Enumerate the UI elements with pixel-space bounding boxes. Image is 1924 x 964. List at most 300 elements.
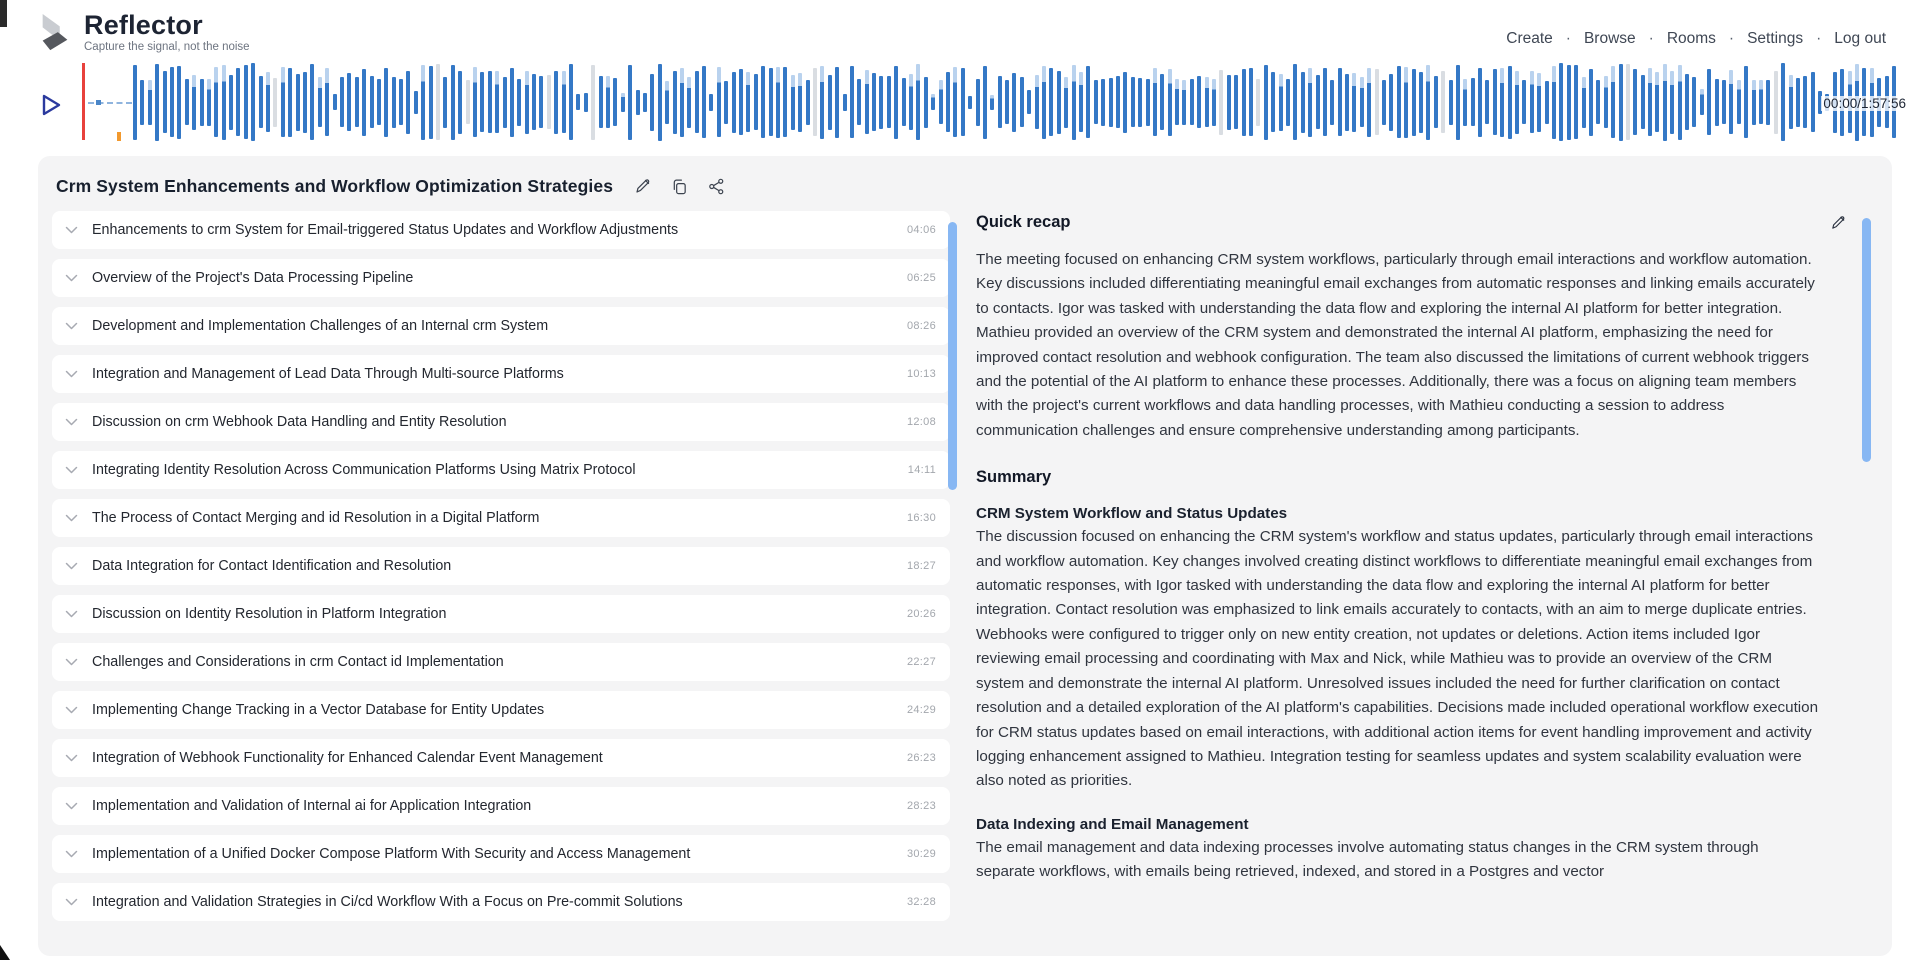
topic-row[interactable] bbox=[52, 355, 950, 393]
waveform-bar bbox=[739, 69, 743, 135]
topic-row[interactable] bbox=[52, 691, 950, 729]
waveform-bar bbox=[887, 76, 891, 128]
waveform-bar bbox=[185, 79, 189, 125]
waveform-bar bbox=[916, 64, 920, 140]
waveform-bar bbox=[584, 93, 588, 112]
waveform-bar bbox=[1382, 80, 1386, 125]
waveform-bar bbox=[244, 65, 248, 139]
waveform-bar bbox=[798, 73, 802, 132]
summary-panel bbox=[976, 211, 1878, 931]
waveform-bar bbox=[466, 80, 470, 124]
topic-timestamp: 04:06 bbox=[906, 224, 936, 236]
waveform-bar bbox=[384, 68, 388, 137]
waveform-bar bbox=[421, 65, 425, 140]
waveform-bar bbox=[806, 80, 810, 125]
waveform-bar bbox=[1138, 78, 1142, 127]
waveform-bar bbox=[1027, 90, 1031, 114]
waveform-bar bbox=[214, 67, 218, 137]
topic-row[interactable] bbox=[52, 259, 950, 297]
waveform-bar bbox=[769, 68, 773, 136]
waveform-bar bbox=[539, 76, 543, 128]
waveform-bar bbox=[310, 64, 314, 140]
chevron-down-icon bbox=[65, 802, 78, 811]
waveform-bar bbox=[347, 73, 351, 131]
waveform-bar bbox=[1308, 68, 1312, 137]
share-button[interactable] bbox=[708, 178, 726, 196]
waveform-bar bbox=[1508, 66, 1512, 139]
waveform-bar bbox=[606, 76, 610, 128]
topic-title: Discussion on Identity Resolution in Platform Integration bbox=[92, 606, 447, 622]
waveform-bar bbox=[318, 77, 322, 127]
topic-title: Implementation and Validation of Internal ai for Application Integration bbox=[92, 798, 532, 814]
waveform-bar bbox=[503, 77, 507, 128]
waveform-bar bbox=[976, 79, 980, 126]
waveform-bar bbox=[1537, 73, 1541, 132]
waveform-bar bbox=[1160, 74, 1164, 130]
waveform-bar bbox=[414, 91, 418, 114]
screen-artifact-top bbox=[0, 0, 7, 27]
waveform-bar bbox=[148, 80, 152, 125]
waveform-bar bbox=[1759, 80, 1763, 124]
waveform-bar bbox=[576, 94, 580, 110]
topic-timestamp: 24:29 bbox=[906, 704, 936, 716]
waveform-bar bbox=[1700, 89, 1704, 115]
content-columns bbox=[52, 211, 1878, 931]
topic-row[interactable] bbox=[52, 499, 950, 537]
waveform-bar bbox=[983, 66, 987, 139]
chevron-down-icon bbox=[65, 562, 78, 571]
waveform-bar bbox=[155, 64, 159, 141]
waveform-bar bbox=[599, 76, 603, 128]
waveform-bar bbox=[1729, 70, 1733, 134]
waveform-bar bbox=[990, 95, 994, 110]
waveform-bar bbox=[924, 77, 928, 128]
waveform-bar bbox=[569, 64, 573, 140]
waveform-bar bbox=[1456, 65, 1460, 140]
waveform-bar bbox=[207, 79, 211, 126]
waveform-bar bbox=[783, 67, 787, 137]
waveform-bar bbox=[517, 79, 521, 126]
waveform-bar bbox=[333, 94, 337, 110]
waveform-bar bbox=[1493, 69, 1497, 135]
waveform-bar bbox=[909, 74, 913, 130]
waveform-bar bbox=[695, 71, 699, 133]
waveform-bar bbox=[621, 93, 625, 112]
waveform-bar bbox=[1582, 77, 1586, 128]
waveform-bar bbox=[1397, 66, 1401, 138]
waveform-bar bbox=[998, 76, 1002, 128]
waveform-bar bbox=[133, 65, 137, 140]
edit-summary-button[interactable] bbox=[1830, 215, 1846, 234]
waveform-bar bbox=[813, 68, 817, 136]
waveform-bar bbox=[1316, 75, 1320, 129]
waveform-bar bbox=[1803, 76, 1807, 128]
waveform-bar bbox=[1589, 69, 1593, 136]
waveform-bar bbox=[488, 71, 492, 133]
waveform-bar bbox=[1500, 68, 1504, 137]
waveform-bar bbox=[865, 70, 869, 134]
summary-heading: Summary bbox=[976, 468, 1052, 487]
waveform-bar bbox=[650, 74, 654, 131]
topic-list bbox=[52, 211, 950, 931]
topic-row[interactable] bbox=[52, 643, 950, 681]
waveform-bar bbox=[399, 79, 403, 125]
waveform-bar bbox=[1072, 65, 1076, 140]
brand[interactable] bbox=[36, 10, 250, 56]
nav-separator: · bbox=[1728, 30, 1735, 47]
summary-section-heading: Data Indexing and Email Management bbox=[976, 815, 1249, 833]
waveform-bar bbox=[1330, 80, 1334, 125]
summary-scrollbar[interactable] bbox=[1862, 218, 1871, 462]
topic-row[interactable] bbox=[52, 547, 950, 585]
waveform-bars bbox=[133, 62, 1907, 142]
waveform-bar bbox=[1449, 80, 1453, 125]
edit-title-button[interactable] bbox=[634, 178, 652, 196]
copy-icon bbox=[671, 178, 688, 195]
waveform-bar bbox=[1789, 75, 1793, 129]
waveform-bar bbox=[1567, 65, 1571, 140]
chevron-down-icon bbox=[65, 226, 78, 235]
waveform-bar bbox=[636, 90, 640, 115]
waveform-bar bbox=[1293, 64, 1297, 140]
waveform-bar bbox=[170, 67, 174, 137]
waveform-bar bbox=[1123, 72, 1127, 133]
chevron-down-icon bbox=[65, 610, 78, 619]
waveform-bar bbox=[1116, 76, 1120, 128]
waveform-bar bbox=[843, 94, 847, 111]
waveform-silence bbox=[88, 102, 132, 104]
app-header bbox=[0, 0, 1924, 58]
topic-row[interactable] bbox=[52, 787, 950, 825]
waveform-bar bbox=[1175, 79, 1179, 125]
topic-title: Implementing Change Tracking in a Vector Database for Entity Updates bbox=[92, 702, 545, 718]
topic-row[interactable] bbox=[52, 403, 950, 441]
waveform-bar bbox=[1463, 79, 1467, 126]
waveform-bar bbox=[1197, 76, 1201, 128]
brand-text bbox=[84, 10, 250, 53]
waveform-bar bbox=[1404, 67, 1408, 138]
waveform-bar bbox=[1153, 68, 1157, 136]
nav-link[interactable]: Create bbox=[1506, 30, 1553, 47]
waveform-bar bbox=[1655, 72, 1659, 132]
waveform-bar bbox=[1057, 71, 1061, 134]
waveform-bar bbox=[902, 78, 906, 126]
waveform-bar bbox=[1692, 77, 1696, 127]
topic-title: Integration and Validation Strategies in Ci/cd Workflow With a Focus on Pre-commit Solutions bbox=[92, 894, 683, 910]
chevron-down-icon bbox=[65, 466, 78, 475]
waveform-bar bbox=[850, 66, 854, 138]
topic-row[interactable] bbox=[52, 595, 950, 633]
waveform-bar bbox=[717, 67, 721, 137]
waveform-bar bbox=[828, 75, 832, 130]
waveform-bar bbox=[1663, 64, 1667, 141]
waveform-bar bbox=[628, 65, 632, 140]
waveform-bar bbox=[1279, 74, 1283, 131]
waveform-bar bbox=[754, 74, 758, 130]
waveform-bar bbox=[1101, 79, 1105, 126]
topic-timestamp: 22:27 bbox=[906, 656, 936, 668]
topic-timestamp: 12:08 bbox=[906, 416, 936, 428]
topic-timestamp: 18:27 bbox=[906, 560, 936, 572]
waveform-bar bbox=[1412, 69, 1416, 136]
summary-section-heading: CRM System Workflow and Status Updates bbox=[976, 505, 1288, 523]
waveform-bar bbox=[1190, 79, 1194, 125]
nav-link[interactable]: Log out bbox=[1834, 30, 1886, 47]
waveform-bar bbox=[1249, 68, 1253, 136]
waveform-bar bbox=[406, 71, 410, 134]
waveform-bar bbox=[436, 64, 440, 140]
waveform-bar bbox=[1752, 80, 1756, 125]
waveform-bar bbox=[340, 77, 344, 127]
waveform-bar bbox=[724, 81, 728, 124]
waveform-bar bbox=[1049, 68, 1053, 136]
waveform-bar bbox=[1796, 78, 1800, 127]
waveform-bar bbox=[1182, 80, 1186, 125]
topic-timestamp: 08:26 bbox=[906, 320, 936, 332]
waveform-dot bbox=[96, 100, 101, 105]
waveform-bar bbox=[1338, 68, 1342, 136]
waveform-bar bbox=[1389, 74, 1393, 131]
waveform-bar bbox=[303, 72, 307, 133]
waveform-bar bbox=[1419, 72, 1423, 133]
nav-link[interactable]: Settings bbox=[1747, 30, 1804, 47]
waveform-bar bbox=[1633, 69, 1637, 135]
waveform-bar bbox=[673, 71, 677, 134]
quick-recap-heading: Quick recap bbox=[976, 213, 1071, 231]
waveform-bar bbox=[392, 77, 396, 128]
waveform-bar bbox=[532, 74, 536, 130]
waveform-bar bbox=[1781, 63, 1785, 141]
waveform-bar bbox=[1648, 68, 1652, 136]
waveform-bar bbox=[1042, 66, 1046, 139]
waveform-bar bbox=[281, 67, 285, 137]
chevron-down-icon bbox=[65, 418, 78, 427]
waveform-bar bbox=[953, 67, 957, 137]
meeting-card bbox=[38, 156, 1892, 956]
topic-row[interactable] bbox=[52, 307, 950, 345]
waveform-bar bbox=[480, 72, 484, 132]
waveform-bar bbox=[288, 68, 292, 137]
waveform-bar bbox=[377, 79, 381, 125]
topic-timestamp: 20:26 bbox=[906, 608, 936, 620]
waveform[interactable] bbox=[0, 60, 1924, 144]
chevron-down-icon bbox=[65, 706, 78, 715]
waveform-bar bbox=[177, 66, 181, 139]
title-row bbox=[52, 176, 1878, 211]
waveform-bar bbox=[251, 63, 255, 141]
topic-title: Integration of Webhook Functionality for Enhanced Calendar Event Management bbox=[92, 750, 603, 766]
topic-timestamp: 32:28 bbox=[906, 896, 936, 908]
waveform-bar bbox=[1471, 78, 1475, 126]
waveform-bar bbox=[1035, 75, 1039, 129]
waveform-bar bbox=[473, 67, 477, 137]
waveform-bar bbox=[1685, 74, 1689, 130]
nav-separator: · bbox=[1648, 30, 1654, 47]
topic-timestamp: 14:11 bbox=[907, 464, 936, 476]
waveform-bar bbox=[1271, 72, 1275, 132]
waveform-bar bbox=[1219, 70, 1223, 135]
waveform-bar bbox=[746, 72, 750, 132]
waveform-bar bbox=[702, 66, 706, 138]
waveform-bar bbox=[1005, 80, 1009, 124]
waveform-bar bbox=[1515, 71, 1519, 134]
waveform-bar bbox=[761, 66, 765, 138]
waveform-bar bbox=[1146, 79, 1150, 126]
waveform-bar bbox=[1367, 68, 1371, 137]
waveform-bar bbox=[525, 71, 529, 134]
waveform-bar bbox=[547, 75, 551, 129]
meeting-title: Crm System Enhancements and Workflow Optimization Strategies bbox=[56, 176, 614, 196]
topic-title: The Process of Contact Merging and id Resolution in a Digital Platform bbox=[92, 510, 540, 526]
nav-separator: · bbox=[1816, 30, 1822, 47]
waveform-bar bbox=[1434, 76, 1438, 128]
waveform-bar bbox=[961, 68, 965, 136]
waveform-bar bbox=[1596, 80, 1600, 124]
waveform-bar bbox=[1604, 76, 1608, 128]
waveform-bar bbox=[1552, 66, 1556, 139]
waveform-bar bbox=[931, 94, 935, 110]
pencil-icon bbox=[1830, 215, 1846, 231]
waveform-bar bbox=[1020, 77, 1024, 127]
waveform-bar bbox=[1242, 69, 1246, 136]
chevron-down-icon bbox=[65, 514, 78, 523]
waveform-bar bbox=[591, 65, 595, 140]
waveform-bar bbox=[1345, 74, 1349, 131]
waveform-bar bbox=[643, 93, 647, 112]
chevron-down-icon bbox=[65, 898, 78, 907]
topic-row[interactable] bbox=[52, 211, 950, 249]
waveform-bar bbox=[872, 73, 876, 131]
pencil-icon bbox=[634, 178, 651, 195]
topic-timestamp: 06:25 bbox=[906, 272, 936, 284]
waveform-bar bbox=[1227, 75, 1231, 130]
waveform-bar bbox=[163, 71, 167, 133]
screen-artifact-bottom bbox=[0, 945, 10, 960]
nav-link[interactable]: Browse bbox=[1583, 30, 1636, 47]
waveform-bar bbox=[665, 81, 669, 124]
topic-title: Overview of the Project's Data Processing Pipeline bbox=[92, 270, 414, 286]
waveform-bar bbox=[879, 76, 883, 129]
waveform-bar bbox=[200, 79, 204, 126]
waveform-bar bbox=[222, 65, 226, 140]
topic-list-scrollbar[interactable] bbox=[948, 222, 957, 490]
waveform-bar bbox=[1109, 78, 1113, 127]
topic-timestamp: 26:23 bbox=[906, 752, 936, 764]
copy-button[interactable] bbox=[671, 178, 689, 196]
waveform-bar bbox=[443, 77, 447, 128]
waveform-bar bbox=[820, 66, 824, 139]
topic-title: Integrating Identity Resolution Across Communication Platforms Using Matrix Protocol bbox=[92, 462, 636, 478]
waveform-bar bbox=[140, 80, 144, 125]
summary-sections bbox=[976, 505, 1820, 884]
waveform-bar bbox=[1094, 80, 1098, 124]
waveform-bar bbox=[458, 71, 462, 134]
waveform-bar bbox=[709, 94, 713, 111]
waveform-bar bbox=[1715, 79, 1719, 126]
app-tagline: Capture the signal, not the noise bbox=[84, 41, 250, 53]
summary-section bbox=[976, 505, 1820, 793]
waveform-bar bbox=[562, 71, 566, 133]
nav-link[interactable]: Rooms bbox=[1666, 30, 1716, 47]
waveform-bar bbox=[1256, 79, 1260, 126]
topic-title: Discussion on crm Webhook Data Handling and Entity Resolution bbox=[92, 414, 507, 430]
waveform-bar bbox=[1545, 81, 1549, 124]
waveform-bar bbox=[1611, 66, 1615, 138]
waveform-bar bbox=[1086, 66, 1090, 138]
summary-section-text: The discussion focused on enhancing the CRM system's workflow and status updates, particularly through email interactions and workflow automation. Key changes involved creating distinct workflows to differentiate meaningful email exchanges from automatic responses, with Igor tasked with understanding the data flow and exploring the internal AI platform for better integration. Contact resolution was emphasized to link emails accurately to contacts, with an aim to merge duplicate entries. Webhooks were configured to trigger only on new entity creation, not updates or deletions. Action items included Igor reviewing email processing and coordinating with Max and Nick, while Mathieu was to provide an overview of the CRM system and demonstrate the internal AI platform. Unresolved issues included the need for further clarification on contact resolution and a detailed exploration of the AI platform's capabilities. Decisions made included operational workflow execution for CRM status updates based on email interactions, with additional action items for event handling improvement and activity logging enhancement assigned to Mathieu. Integration testing for seamless updates and system scalability evaluation were also noted as priorities. bbox=[976, 528, 1819, 790]
quick-recap-text: The meeting focused on enhancing CRM system workflows, particularly through email interactions and workflow automation. Key discussions included differentiating meaningful email exchanges from automatic responses and linking emails accurately to contacts. Igor was tasked with understanding the data flow and exploring the internal AI platform for better integration. Mathieu provided an overview of the CRM system and demonstrated the internal AI platform, emphasizing the need for improved contact resolution and webhook configuration. The team also discussed the limitations of current webhook triggers and the potential of the AI platform to enhance these processes. Additionally, there was a focus on aligning team members with the project's current workflows and data handling processes, with Mathieu conducting a session to address communication challenges and ensure comprehensive understanding among participants. bbox=[976, 251, 1815, 439]
waveform-bar bbox=[192, 75, 196, 130]
waveform-bar bbox=[554, 71, 558, 134]
waveform-bar bbox=[857, 79, 861, 125]
topic-row[interactable] bbox=[52, 883, 950, 921]
topic-row[interactable] bbox=[52, 451, 950, 489]
waveform-bar bbox=[370, 76, 374, 128]
topic-timestamp: 10:13 bbox=[906, 368, 936, 380]
waveform-bar bbox=[1485, 80, 1489, 124]
topic-timestamp: 16:30 bbox=[906, 512, 936, 524]
waveform-bar bbox=[1323, 68, 1327, 136]
waveform-bar bbox=[1131, 77, 1135, 127]
chevron-down-icon bbox=[65, 754, 78, 763]
summary-section-text: The email management and data indexing processes involve automating status changes in the CRM system through separate workflows, with emails being retrieved, indexed, and stored in a Postgres and vector bbox=[976, 838, 1759, 881]
waveform-bar bbox=[939, 80, 943, 124]
waveform-bar bbox=[355, 77, 359, 127]
waveform-bar bbox=[1478, 68, 1482, 137]
waveform-bar bbox=[791, 75, 795, 130]
topic-title: Enhancements to crm System for Email-triggered Status Updates and Workflow Adjustments bbox=[92, 222, 679, 238]
waveform-bar bbox=[451, 65, 455, 140]
waveform-bar bbox=[894, 66, 898, 139]
chevron-down-icon bbox=[65, 274, 78, 283]
waveform-bar bbox=[510, 68, 514, 137]
topic-title: Development and Implementation Challenges of an Internal crm System bbox=[92, 318, 549, 334]
topic-timestamp: 30:29 bbox=[906, 848, 936, 860]
waveform-bar bbox=[1811, 72, 1815, 132]
waveform-bar bbox=[1774, 71, 1778, 134]
topic-title: Integration and Management of Lead Data Through Multi-source Platforms bbox=[92, 366, 564, 382]
waveform-bar bbox=[1205, 77, 1209, 127]
share-icon bbox=[708, 178, 725, 195]
waveform-bar bbox=[1707, 69, 1711, 135]
logo-icon bbox=[36, 12, 74, 56]
topic-row[interactable] bbox=[52, 835, 950, 873]
waveform-bar bbox=[1301, 72, 1305, 133]
waveform-bar bbox=[835, 67, 839, 138]
waveform-bar bbox=[1360, 77, 1364, 127]
waveform-bar bbox=[1352, 73, 1356, 132]
waveform-bar bbox=[273, 78, 277, 127]
waveform-bar bbox=[776, 67, 780, 138]
waveform-bar bbox=[362, 69, 366, 136]
waveform-bar bbox=[1737, 80, 1741, 124]
waveform-bar bbox=[680, 68, 684, 137]
waveform-marker bbox=[117, 132, 121, 141]
waveform-bar bbox=[1079, 72, 1083, 132]
waveform-bar bbox=[325, 68, 329, 136]
waveform-bar bbox=[259, 76, 263, 128]
app-title: Reflector bbox=[84, 10, 203, 40]
topic-title: Data Integration for Contact Identification and Resolution bbox=[92, 558, 452, 574]
topic-row[interactable] bbox=[52, 739, 950, 777]
waveform-bar bbox=[1670, 71, 1674, 134]
waveform-bar bbox=[1168, 69, 1172, 136]
waveform-bar bbox=[687, 77, 691, 128]
waveform-bar bbox=[1619, 64, 1623, 141]
waveform-bar bbox=[1522, 80, 1526, 124]
waveform-bar bbox=[495, 71, 499, 133]
playback-cursor[interactable] bbox=[82, 63, 85, 140]
